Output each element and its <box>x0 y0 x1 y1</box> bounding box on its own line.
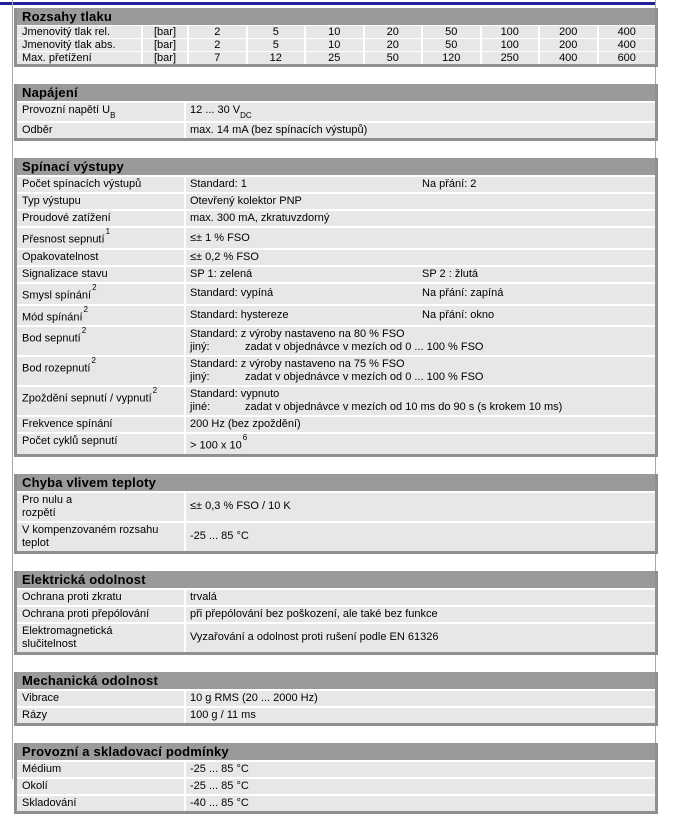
value-text: 200 Hz (bez zpoždění) <box>190 418 301 431</box>
row-value-line <box>190 608 655 621</box>
row-value <box>184 590 655 605</box>
row-label-text: Médium <box>22 762 62 775</box>
row-value-line <box>190 251 655 264</box>
row-value-line <box>190 692 655 705</box>
label-footnote-superscript: 2 <box>152 386 158 396</box>
row-value <box>184 607 655 622</box>
row-label-text: Typ výstupu <box>22 195 81 208</box>
row-value: 10 <box>304 26 363 38</box>
value-text: ≤± 1 % FSO <box>190 231 250 244</box>
value-text: Standard: 1 <box>190 178 247 191</box>
row-label-text: Skladování <box>22 796 77 809</box>
row-label-text-line2: rozpětí <box>22 506 56 519</box>
row-unit: [bar] <box>141 52 187 64</box>
row-label-text: Jmenovitý tlak abs. <box>22 39 116 51</box>
row-label-text: Mód spínání$^2$ <box>22 304 88 324</box>
value-text: > 100 x 10 <box>190 439 242 452</box>
row-value: 20 <box>363 39 422 51</box>
table-row <box>17 689 655 706</box>
row-value: 100 <box>480 39 539 51</box>
row-label-text: Počet cyklů sepnutí <box>22 435 118 448</box>
row-value <box>184 387 655 415</box>
row-value: 2 <box>187 39 246 51</box>
row-value <box>184 691 655 706</box>
row-value <box>184 250 655 265</box>
table-row <box>17 25 655 38</box>
value-text: -25 ... 85 °C <box>190 530 249 543</box>
row-label <box>17 387 184 415</box>
table-row <box>17 491 655 521</box>
row-value: 7 <box>187 52 246 64</box>
table-row <box>17 192 655 209</box>
row-label-text: Jmenovitý tlak rel. <box>22 26 111 38</box>
row-value: 50 <box>421 26 480 38</box>
row-value: 10 <box>304 39 363 51</box>
row-value-line <box>190 124 655 137</box>
row-value-line <box>190 797 655 810</box>
row-value: 2 <box>187 26 246 38</box>
section-title: Napájení <box>17 84 655 101</box>
row-value <box>184 211 655 226</box>
row-value: 400 <box>597 39 656 51</box>
row-value <box>184 267 655 282</box>
value-superscript: 6 <box>242 433 248 443</box>
row-label <box>17 779 184 794</box>
row-label <box>17 523 184 551</box>
table-napajeni <box>14 84 658 141</box>
section-title: Chyba vlivem teploty <box>17 474 655 491</box>
row-label <box>17 796 184 811</box>
row-value: 5 <box>246 26 305 38</box>
value-text: Vyzařování a odolnost proti rušení podle EN 61326 <box>190 631 439 644</box>
row-value: 50 <box>421 39 480 51</box>
row-label-text: Vibrace <box>22 691 60 704</box>
value-text: -25 ... 85 °C <box>190 762 249 775</box>
row-value-line <box>190 341 655 354</box>
section-title: Mechanická odolnost <box>17 672 655 689</box>
row-value-line <box>190 328 655 341</box>
row-label-text: Frekvence spínání <box>22 418 113 431</box>
table-row <box>17 777 655 794</box>
value-second-column: Na přání: okno <box>422 308 495 321</box>
table-row <box>17 521 655 551</box>
row-label-text: Ochrana proti zkratu <box>22 590 122 603</box>
row-value: 120 <box>421 52 480 64</box>
row-label-text: Okolí <box>22 779 48 792</box>
table-row <box>17 209 655 226</box>
value-text: ≤± 0,2 % FSO <box>190 250 259 263</box>
table-row <box>17 325 655 355</box>
row-label <box>17 211 184 226</box>
value-prefix: jiný: <box>190 341 210 354</box>
value-subscript: DC <box>240 111 252 121</box>
row-value <box>184 708 655 723</box>
value-text: Standard: vypíná <box>190 287 274 300</box>
table-row <box>17 38 655 51</box>
table-row <box>17 588 655 605</box>
row-value: 20 <box>363 26 422 38</box>
row-value-line <box>190 287 655 300</box>
value-text: trvalá <box>190 590 217 603</box>
row-value: 50 <box>363 52 422 64</box>
row-value-line <box>190 358 655 371</box>
row-label <box>17 103 184 121</box>
row-label-text: Počet spínacích výstupů <box>22 178 142 191</box>
label-footnote-superscript: 2 <box>83 304 88 314</box>
row-value: 12 <box>246 52 305 64</box>
row-value-line <box>190 178 655 191</box>
row-label <box>17 493 184 521</box>
row-label-text: Signalizace stavu <box>22 267 108 280</box>
table-spinaci-vystupy <box>14 158 658 457</box>
row-value <box>184 493 655 521</box>
row-value-line <box>190 780 655 793</box>
row-label <box>17 306 184 326</box>
row-value <box>184 194 655 209</box>
value-text: max. 14 mA (bez spínacích výstupů) <box>190 124 368 137</box>
row-label <box>17 39 141 51</box>
row-value-line <box>190 104 655 120</box>
row-label <box>17 228 184 248</box>
value-text: Standard: vypnuto <box>190 388 280 401</box>
row-label-text: Bod sepnutí$^2$ <box>22 326 87 345</box>
value-text: při přepólování bez poškození, ale také bez funkce <box>190 607 438 620</box>
row-label-text: Provozní napětí $U_B$ <box>22 104 116 121</box>
row-label <box>17 624 184 652</box>
row-value <box>184 306 655 326</box>
table-row <box>17 226 655 248</box>
row-value: 250 <box>480 52 539 64</box>
label-footnote-superscript: 2 <box>92 282 97 292</box>
row-value: 5 <box>246 39 305 51</box>
value-text: -25 ... 85 °C <box>190 779 249 792</box>
table-provozni-a-skladovaci-podminky <box>14 743 658 814</box>
row-value <box>184 177 655 192</box>
row-value-line <box>190 631 655 644</box>
table-chyba-vlivem-teploty <box>14 474 658 554</box>
row-value <box>184 228 655 248</box>
row-label <box>17 52 141 64</box>
row-label <box>17 590 184 605</box>
row-value-line <box>190 763 655 776</box>
row-label-text: Zpoždění sepnutí / vypnutí$^2$ <box>22 386 158 405</box>
table-row <box>17 248 655 265</box>
row-label <box>17 250 184 265</box>
table-row <box>17 304 655 326</box>
table-row <box>17 121 655 138</box>
row-value-line <box>190 530 655 543</box>
value-second-column: SP 2 : žlutá <box>422 267 479 280</box>
spec-tables-container <box>14 8 658 831</box>
row-unit: [bar] <box>141 39 187 51</box>
row-value <box>184 327 655 355</box>
row-label-text: V kompenzovaném rozsahu teplot <box>22 523 159 549</box>
table-row <box>17 101 655 121</box>
value-text: SP 1: zelená <box>190 267 253 280</box>
row-value-line <box>190 309 655 322</box>
value-text: 12 ... 30 V <box>190 104 241 116</box>
row-label-text: Elektromagnetická <box>22 624 113 637</box>
table-row <box>17 175 655 192</box>
value-text: zadat v objednávce v mezích od 10 ms do 90 s (s krokem 10 ms) <box>245 401 563 414</box>
row-label <box>17 691 184 706</box>
row-value <box>184 123 655 138</box>
row-value-line <box>190 268 655 281</box>
row-label-text: Smysl spínání$^2$ <box>22 282 97 302</box>
table-row <box>17 385 655 415</box>
row-label <box>17 177 184 192</box>
value-text: 100 g / 11 ms <box>190 708 256 721</box>
row-value-line <box>190 232 655 245</box>
value-text: Otevřený kolektor PNP <box>190 195 302 208</box>
left-margin-rule <box>12 0 13 779</box>
row-label-text: Odběr <box>22 124 53 137</box>
value-text: zadat v objednávce v mezích od 0 ... 100 % FSO <box>245 371 484 384</box>
row-value-line <box>190 500 655 513</box>
row-label-text: Ochrana proti přepólování <box>22 607 150 620</box>
row-label <box>17 267 184 282</box>
value-second-column: Na přání: zapíná <box>422 287 504 300</box>
table-row <box>17 282 655 304</box>
row-value: 25 <box>304 52 363 64</box>
row-value <box>184 796 655 811</box>
row-label <box>17 284 184 304</box>
section-title: Rozsahy tlaku <box>17 8 655 25</box>
label-footnote-superscript: 2 <box>91 356 96 366</box>
value-text: 10 g RMS (20 ... 2000 Hz) <box>190 691 318 704</box>
table-row <box>17 794 655 811</box>
table-row <box>17 355 655 385</box>
table-row <box>17 432 655 454</box>
row-value <box>184 624 655 652</box>
table-row <box>17 622 655 652</box>
row-value <box>184 417 655 432</box>
table-elektricka-odolnost <box>14 571 658 655</box>
section-title: Spínací výstupy <box>17 158 655 175</box>
label-footnote-superscript: 2 <box>81 326 87 336</box>
row-label <box>17 607 184 622</box>
row-value: 600 <box>597 52 656 64</box>
row-value-line <box>190 371 655 384</box>
row-label-text: Přesnost sepnutí$^1$ <box>22 227 111 246</box>
row-label <box>17 434 184 454</box>
row-value-line <box>190 418 655 431</box>
row-value <box>184 284 655 304</box>
row-value <box>184 762 655 777</box>
label-footnote-superscript: 1 <box>105 227 111 237</box>
row-label-text: Bod rozepnutí$^2$ <box>22 356 96 375</box>
value-prefix: jiný: <box>190 371 210 384</box>
value-prefix: jiné: <box>190 401 211 414</box>
table-row <box>17 51 655 64</box>
section-title: Elektrická odolnost <box>17 571 655 588</box>
row-label <box>17 417 184 432</box>
row-value-line <box>190 212 655 225</box>
row-value <box>184 357 655 385</box>
row-value-line <box>190 591 655 604</box>
table-row <box>17 605 655 622</box>
table-row <box>17 415 655 432</box>
table-rozsahy-tlaku <box>14 8 658 67</box>
value-text: max. 300 mA, zkratuvzdorný <box>190 212 330 225</box>
row-label <box>17 327 184 355</box>
row-value <box>184 434 655 454</box>
row-label <box>17 123 184 138</box>
value-text: Standard: z výroby nastaveno na 80 % FSO <box>190 328 405 341</box>
row-value-line <box>190 401 655 414</box>
row-value: 100 <box>480 26 539 38</box>
row-value-line <box>190 435 655 453</box>
row-value-line <box>190 388 655 401</box>
row-label <box>17 26 141 38</box>
table-row <box>17 706 655 723</box>
row-label <box>17 357 184 385</box>
row-value: 200 <box>538 39 597 51</box>
row-unit: [bar] <box>141 26 187 38</box>
label-subscript: B <box>110 111 116 121</box>
row-value: 400 <box>597 26 656 38</box>
row-value-line <box>190 709 655 722</box>
row-label-text: Rázy <box>22 708 48 721</box>
table-mechanicka-odolnost <box>14 672 658 726</box>
value-text: Standard: hystereze <box>190 308 289 321</box>
row-label <box>17 708 184 723</box>
row-label <box>17 762 184 777</box>
row-label-text: Proudové zatížení <box>22 212 111 225</box>
row-value: 400 <box>538 52 597 64</box>
row-value-line <box>190 195 655 208</box>
top-divider-line <box>0 2 656 5</box>
value-text: zadat v objednávce v mezích od 0 ... 100 % FSO <box>245 341 484 354</box>
row-value <box>184 523 655 551</box>
row-label-text: Pro nulu a <box>22 493 73 506</box>
row-label <box>17 194 184 209</box>
row-label-text-line2: slučitelnost <box>22 637 77 650</box>
row-value <box>184 103 655 121</box>
section-title: Provozní a skladovací podmínky <box>17 743 655 760</box>
table-row <box>17 760 655 777</box>
row-label-text: Max. přetížení <box>22 52 92 64</box>
value-text: Standard: z výroby nastaveno na 75 % FSO <box>190 358 405 371</box>
value-second-column: Na přání: 2 <box>422 178 477 191</box>
row-label-text: Opakovatelnost <box>22 250 99 263</box>
value-text: -40 ... 85 °C <box>190 796 249 809</box>
row-value: 200 <box>538 26 597 38</box>
row-value <box>184 779 655 794</box>
table-row <box>17 265 655 282</box>
value-text: ≤± 0,3 % FSO / 10 K <box>190 500 291 513</box>
